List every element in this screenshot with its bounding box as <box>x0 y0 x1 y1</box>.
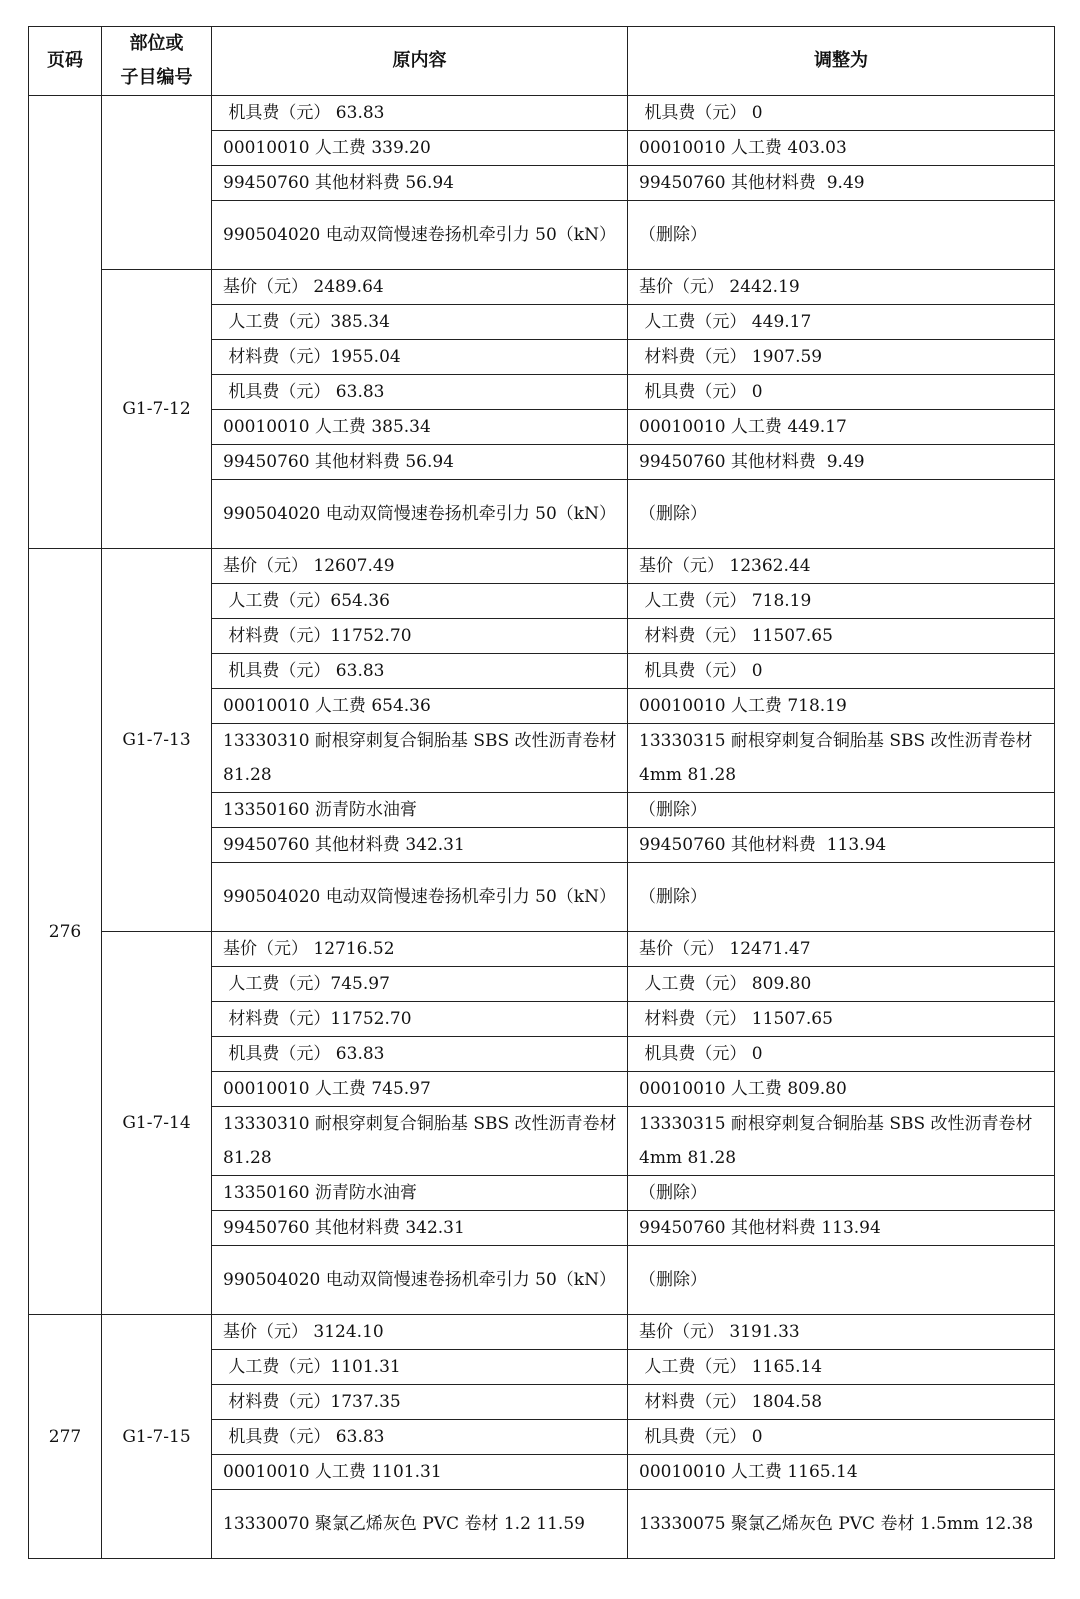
original-content-cell: 材料费（元）11752.70 <box>212 1002 628 1037</box>
original-content-cell: 13330070 聚氯乙烯灰色 PVC 卷材 1.2 11.59 <box>212 1490 628 1559</box>
original-content-cell: 机具费（元） 63.83 <box>212 1420 628 1455</box>
adjusted-content-cell: 材料费（元） 11507.65 <box>628 619 1055 654</box>
original-content-cell: 基价（元） 2489.64 <box>212 270 628 305</box>
adjusted-content-cell: （删除） <box>628 1246 1055 1315</box>
adjusted-content-cell: 材料费（元） 1804.58 <box>628 1385 1055 1420</box>
original-content-cell: 13330310 耐根穿刺复合铜胎基 SBS 改性沥青卷材 81.28 <box>212 1107 628 1176</box>
adjusted-content-cell: 13330315 耐根穿刺复合铜胎基 SBS 改性沥青卷材 4mm 81.28 <box>628 1107 1055 1176</box>
adjusted-content-cell: 机具费（元） 0 <box>628 1037 1055 1072</box>
adjusted-content-cell: 00010010 人工费 449.17 <box>628 410 1055 445</box>
original-content-cell: 基价（元） 12716.52 <box>212 932 628 967</box>
original-content-cell: 99450760 其他材料费 56.94 <box>212 166 628 201</box>
item-code-cell <box>102 96 212 270</box>
adjusted-content-cell: 13330075 聚氯乙烯灰色 PVC 卷材 1.5mm 12.38 <box>628 1490 1055 1559</box>
item-code-cell: G1-7-14 <box>102 932 212 1315</box>
adjustment-table <box>28 26 1055 1559</box>
adjusted-content-cell: 基价（元） 12362.44 <box>628 549 1055 584</box>
header-adjusted: 调整为 <box>628 27 1055 96</box>
adjusted-content-cell: 00010010 人工费 1165.14 <box>628 1455 1055 1490</box>
adjusted-content-cell: 00010010 人工费 718.19 <box>628 689 1055 724</box>
original-content-cell: 00010010 人工费 339.20 <box>212 131 628 166</box>
original-content-cell: 13350160 沥青防水油膏 <box>212 793 628 828</box>
table-row <box>29 549 1055 584</box>
original-content-cell: 00010010 人工费 385.34 <box>212 410 628 445</box>
original-content-cell: 990504020 电动双筒慢速卷扬机牵引力 50（kN） <box>212 480 628 549</box>
adjusted-content-cell: 00010010 人工费 403.03 <box>628 131 1055 166</box>
table-row <box>29 96 1055 131</box>
adjusted-content-cell: 99450760 其他材料费 9.49 <box>628 445 1055 480</box>
original-content-cell: 基价（元） 12607.49 <box>212 549 628 584</box>
adjusted-content-cell: 人工费（元） 1165.14 <box>628 1350 1055 1385</box>
adjusted-content-cell: 99450760 其他材料费 9.49 <box>628 166 1055 201</box>
original-content-cell: 13350160 沥青防水油膏 <box>212 1176 628 1211</box>
adjusted-content-cell: 机具费（元） 0 <box>628 96 1055 131</box>
original-content-cell: 00010010 人工费 1101.31 <box>212 1455 628 1490</box>
original-content-cell: 13330310 耐根穿刺复合铜胎基 SBS 改性沥青卷材 81.28 <box>212 724 628 793</box>
header-page: 页码 <box>29 27 102 96</box>
table-row <box>29 1315 1055 1350</box>
header-section-line2: 子目编号 <box>120 67 193 88</box>
adjusted-content-cell: （删除） <box>628 480 1055 549</box>
header-row <box>29 27 1055 96</box>
adjusted-content-cell: （删除） <box>628 863 1055 932</box>
original-content-cell: 99450760 其他材料费 342.31 <box>212 1211 628 1246</box>
adjusted-content-cell: 99450760 其他材料费 113.94 <box>628 828 1055 863</box>
original-content-cell: 00010010 人工费 745.97 <box>212 1072 628 1107</box>
page-number-cell: 277 <box>29 1315 102 1559</box>
adjusted-content-cell: 基价（元） 12471.47 <box>628 932 1055 967</box>
table-row <box>29 932 1055 967</box>
original-content-cell: 材料费（元）1737.35 <box>212 1385 628 1420</box>
original-content-cell: 材料费（元）11752.70 <box>212 619 628 654</box>
original-content-cell: 99450760 其他材料费 342.31 <box>212 828 628 863</box>
adjusted-content-cell: 13330315 耐根穿刺复合铜胎基 SBS 改性沥青卷材 4mm 81.28 <box>628 724 1055 793</box>
item-code-cell: G1-7-15 <box>102 1315 212 1559</box>
original-content-cell: 人工费（元）385.34 <box>212 305 628 340</box>
adjusted-content-cell: （删除） <box>628 793 1055 828</box>
original-content-cell: 机具费（元） 63.83 <box>212 96 628 131</box>
adjusted-content-cell: 机具费（元） 0 <box>628 654 1055 689</box>
original-content-cell: 人工费（元）654.36 <box>212 584 628 619</box>
header-section-line1: 部位或 <box>129 33 184 54</box>
table-body <box>29 96 1055 1559</box>
adjusted-content-cell: （删除） <box>628 1176 1055 1211</box>
page-number-cell: 276 <box>29 549 102 1315</box>
item-code-cell: G1-7-12 <box>102 270 212 549</box>
header-original: 原内容 <box>212 27 628 96</box>
original-content-cell: 990504020 电动双筒慢速卷扬机牵引力 50（kN） <box>212 863 628 932</box>
header-section <box>102 27 212 96</box>
adjusted-content-cell: 99450760 其他材料费 113.94 <box>628 1211 1055 1246</box>
adjusted-content-cell: 00010010 人工费 809.80 <box>628 1072 1055 1107</box>
original-content-cell: 99450760 其他材料费 56.94 <box>212 445 628 480</box>
adjusted-content-cell: 人工费（元） 449.17 <box>628 305 1055 340</box>
original-content-cell: 00010010 人工费 654.36 <box>212 689 628 724</box>
adjusted-content-cell: 基价（元） 2442.19 <box>628 270 1055 305</box>
adjusted-content-cell: 人工费（元） 718.19 <box>628 584 1055 619</box>
adjusted-content-cell: 机具费（元） 0 <box>628 1420 1055 1455</box>
original-content-cell: 机具费（元） 63.83 <box>212 375 628 410</box>
adjusted-content-cell: 人工费（元） 809.80 <box>628 967 1055 1002</box>
original-content-cell: 机具费（元） 63.83 <box>212 1037 628 1072</box>
adjusted-content-cell: 基价（元） 3191.33 <box>628 1315 1055 1350</box>
original-content-cell: 机具费（元） 63.83 <box>212 654 628 689</box>
original-content-cell: 990504020 电动双筒慢速卷扬机牵引力 50（kN） <box>212 1246 628 1315</box>
adjusted-content-cell: 材料费（元） 11507.65 <box>628 1002 1055 1037</box>
item-code-cell: G1-7-13 <box>102 549 212 932</box>
adjusted-content-cell: 机具费（元） 0 <box>628 375 1055 410</box>
original-content-cell: 人工费（元）1101.31 <box>212 1350 628 1385</box>
adjusted-content-cell: （删除） <box>628 201 1055 270</box>
original-content-cell: 990504020 电动双筒慢速卷扬机牵引力 50（kN） <box>212 201 628 270</box>
original-content-cell: 基价（元） 3124.10 <box>212 1315 628 1350</box>
original-content-cell: 材料费（元）1955.04 <box>212 340 628 375</box>
adjusted-content-cell: 材料费（元） 1907.59 <box>628 340 1055 375</box>
original-content-cell: 人工费（元）745.97 <box>212 967 628 1002</box>
table-row <box>29 270 1055 305</box>
page-number-cell <box>29 96 102 549</box>
